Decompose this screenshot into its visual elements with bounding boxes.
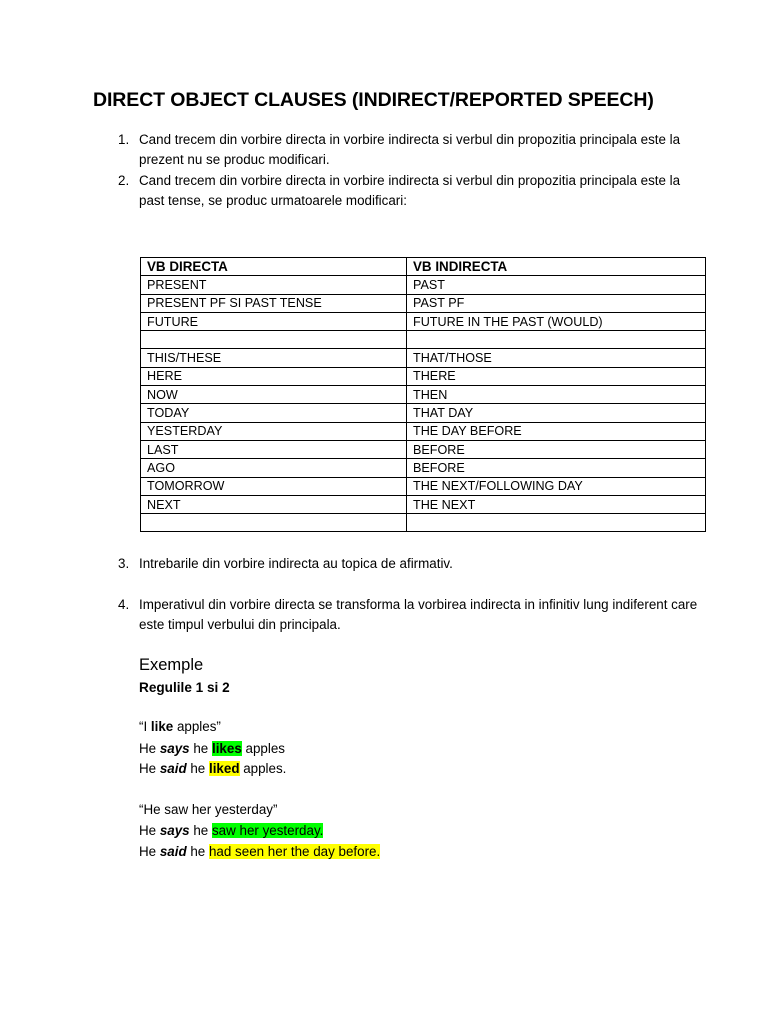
table-row [141,440,706,458]
quote-rest: apples” [173,719,221,734]
cell-direct: FUTURE [141,312,407,330]
cell-direct: PRESENT [141,276,407,294]
reporting-verb: says [159,741,190,756]
examples-heading: Exemple [139,656,204,674]
header-indirect: VB INDIRECTA [407,258,706,276]
cell-direct: NEXT [141,495,407,513]
subject: He [139,844,160,859]
examples-subheading: Regulile 1 si 2 [139,680,230,695]
highlight-green: likes [211,741,242,756]
example1-said [139,761,286,776]
cell-indirect: PAST [407,276,706,294]
cell-direct: NOW [141,386,407,404]
table-row [141,495,706,513]
table-row [141,367,706,385]
cell-indirect: THE NEXT [407,495,706,513]
example2-quote: “He saw her yesterday” [139,802,278,817]
table-row [141,459,706,477]
table-row [141,294,706,312]
list-text: Cand trecem din vorbire directa in vorbire indirecta si verbul din propozitia principala este la prezent nu se produc modificari. [139,132,681,167]
example1-says [139,741,285,756]
reporting-verb: says [159,823,190,838]
object: apples [241,741,285,756]
cell-indirect: THE NEXT/FOLLOWING DAY [407,477,706,495]
highlight-green: saw her yesterday. [211,823,324,838]
conversion-table [140,257,706,532]
example2-said [139,844,380,859]
object: apples. [239,761,287,776]
list-text: Imperativul din vorbire directa se transforma la vorbirea indirecta in infinitiv lung indiferent care este timpul verbului din principala. [139,597,698,632]
example2-says [139,823,323,838]
quote-open: “I [139,719,151,734]
cell-direct: YESTERDAY [141,422,407,440]
cell-indirect: THAT/THOSE [407,349,706,367]
pronoun: he [186,844,209,859]
reporting-verb: said [159,761,187,776]
list-number: 1. [118,132,130,147]
cell-direct: TODAY [141,404,407,422]
cell-indirect: THEN [407,386,706,404]
table-row [141,477,706,495]
list-number: 3. [118,556,130,571]
cell-indirect: THERE [407,367,706,385]
cell-indirect [407,331,706,349]
table-row [141,331,706,349]
cell-indirect [407,514,706,532]
cell-indirect: BEFORE [407,440,706,458]
highlight-yellow: had seen her the day before. [208,844,381,859]
reporting-verb: said [159,844,187,859]
cell-direct [141,514,407,532]
quote-verb: like [150,719,174,734]
cell-direct: LAST [141,440,407,458]
cell-direct: TOMORROW [141,477,407,495]
subject: He [139,741,160,756]
table-row [141,276,706,294]
table-header-row [141,258,706,276]
list-text: Intrebarile din vorbire indirecta au topica de afirmativ. [139,556,453,571]
cell-indirect: THE DAY BEFORE [407,422,706,440]
table-row [141,404,706,422]
header-direct: VB DIRECTA [141,258,407,276]
cell-direct [141,331,407,349]
table-row [141,422,706,440]
cell-direct: PRESENT PF SI PAST TENSE [141,294,407,312]
table-row [141,312,706,330]
highlight-yellow: liked [208,761,240,776]
subject: He [139,761,160,776]
cell-direct: THIS/THESE [141,349,407,367]
cell-indirect: FUTURE IN THE PAST (WOULD) [407,312,706,330]
pronoun: he [186,761,209,776]
cell-indirect: THAT DAY [407,404,706,422]
pronoun: he [189,823,212,838]
list-text: Cand trecem din vorbire directa in vorbire indirecta si verbul din propozitia principala este la past tense, se produc urmatoarele modificari: [139,173,681,208]
example1-quote [139,719,221,734]
list-number: 2. [118,173,130,188]
page-title: DIRECT OBJECT CLAUSES (INDIRECT/REPORTED SPEECH) [93,89,654,111]
subject: He [139,823,160,838]
pronoun: he [189,741,212,756]
table-row [141,386,706,404]
cell-indirect: BEFORE [407,459,706,477]
cell-direct: HERE [141,367,407,385]
table-row [141,349,706,367]
cell-indirect: PAST PF [407,294,706,312]
cell-direct: AGO [141,459,407,477]
list-number: 4. [118,597,130,612]
table-row [141,514,706,532]
